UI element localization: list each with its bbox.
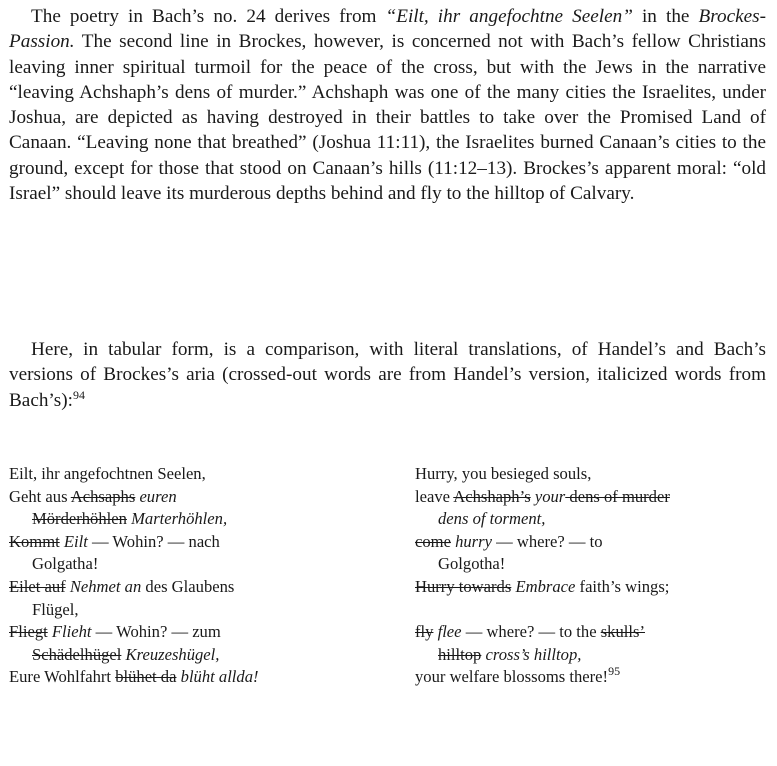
aria-title: “Eilt, ihr angefochtne Seelen” (385, 6, 633, 27)
bach-word: euren (135, 486, 177, 506)
footnote-ref: 94 (72, 387, 85, 402)
english-column (415, 463, 670, 689)
handel-word: Achshaph’s (453, 486, 531, 506)
english-line (415, 576, 670, 599)
paragraph-1-text: The poetry in Bach’s no. 24 derives from (31, 6, 386, 27)
english-text: leave (415, 486, 454, 506)
footnote-ref: 95 (608, 664, 621, 679)
handel-word: come (415, 531, 451, 551)
english-text: — where? — to the (461, 622, 601, 642)
handel-word: blühet da (115, 667, 177, 687)
german-text: des Glaubens (141, 576, 235, 596)
german-line (9, 508, 259, 531)
handel-word: Achsaphs (70, 486, 136, 506)
bach-word: blüht allda! (180, 667, 259, 687)
paragraph-2 (9, 337, 766, 413)
handel-word: Eilet auf (9, 576, 66, 596)
english-text: faith’s wings; (575, 576, 670, 596)
bach-word: dens of torment, (438, 509, 546, 529)
english-line (415, 463, 670, 486)
german-text: Flügel, (32, 599, 79, 619)
english-text: Golgotha! (438, 554, 506, 574)
bach-word: cross’s hilltop, (481, 644, 582, 664)
bach-word: Marterhöhlen, (126, 509, 228, 529)
handel-word: dens of murder (565, 486, 670, 506)
bach-word: Flieht (47, 622, 92, 642)
handel-word: fly (415, 622, 434, 642)
handel-word: hilltop (438, 644, 482, 664)
german-line (9, 644, 259, 667)
german-column (9, 463, 259, 689)
german-line (9, 599, 259, 622)
bach-word: Eilt (59, 531, 88, 551)
english-line (415, 621, 670, 644)
paragraph-1-text: in the (632, 6, 699, 27)
bach-word: Nehmet an (65, 576, 142, 596)
german-line (9, 621, 259, 644)
german-line (9, 463, 259, 486)
bach-word: your (530, 486, 566, 506)
english-line (415, 553, 670, 576)
paragraph-1-text: The second line in Brockes, however, is concerned not with Bach’s fellow Christians leaving inner spiritual turmoil for the peace of the cross, but with the Jews in the narrative “leaving Achshaph’s dens of murder.” Achshaph was one of the many cities the Israelites, under Joshua, are depicted as having destroyed in their battles to take over the Promised Land of Canaan. “Leaving none that breathed” (Joshua 11:11), the Israelites burned Canaan’s cities to the ground, except for those that stood on Canaan’s hills (11:12–13). Brockes’s apparent moral: “old Israel” should leave its murderous depths behind and fly to the hilltop of Calvary. (9, 31, 766, 205)
english-line (415, 666, 670, 689)
english-line (415, 599, 670, 622)
german-line (9, 553, 259, 576)
paragraph-2-text: Here, in tabular form, is a comparison, with literal translations, of Handel’s and Bach’s versions of Brockes’s aria (crossed-out words are from Handel’s version, italicized words from Bach’s): (9, 339, 766, 411)
german-text: Eilt, ihr angefochtnen Seelen, (9, 464, 206, 483)
handel-word: skulls’ (600, 622, 645, 642)
german-text: Golgatha! (32, 554, 99, 574)
english-text: — where? — to (491, 531, 603, 551)
bach-word: flee (433, 622, 462, 642)
english-line (415, 486, 670, 509)
handel-word: Kommt (9, 531, 60, 551)
english-line (415, 531, 670, 554)
german-line (9, 576, 259, 599)
english-line (415, 508, 670, 531)
german-text: Eure Wohlfahrt (9, 667, 116, 687)
german-line (9, 531, 259, 554)
paragraph-1 (9, 4, 766, 206)
work-title: Brockes-Passion. (9, 6, 766, 53)
german-text: — Wohin? — zum (91, 622, 221, 642)
english-text: Hurry, you besieged souls, (415, 464, 592, 483)
bach-word: hurry (450, 531, 492, 551)
handel-word: Hurry towards (415, 576, 512, 596)
german-text: — Wohin? — nach (87, 531, 220, 551)
german-line (9, 486, 259, 509)
bach-word: Kreuzeshügel, (121, 644, 220, 664)
handel-word: Fliegt (9, 622, 48, 642)
german-line (9, 666, 259, 689)
german-text: Geht aus (9, 486, 71, 506)
english-text: your welfare blossoms there! (415, 667, 609, 687)
bach-word: Embrace (511, 576, 576, 596)
english-line (415, 644, 670, 667)
handel-word: Mörderhöhlen (32, 509, 127, 529)
handel-word: Schädelhügel (32, 644, 122, 664)
